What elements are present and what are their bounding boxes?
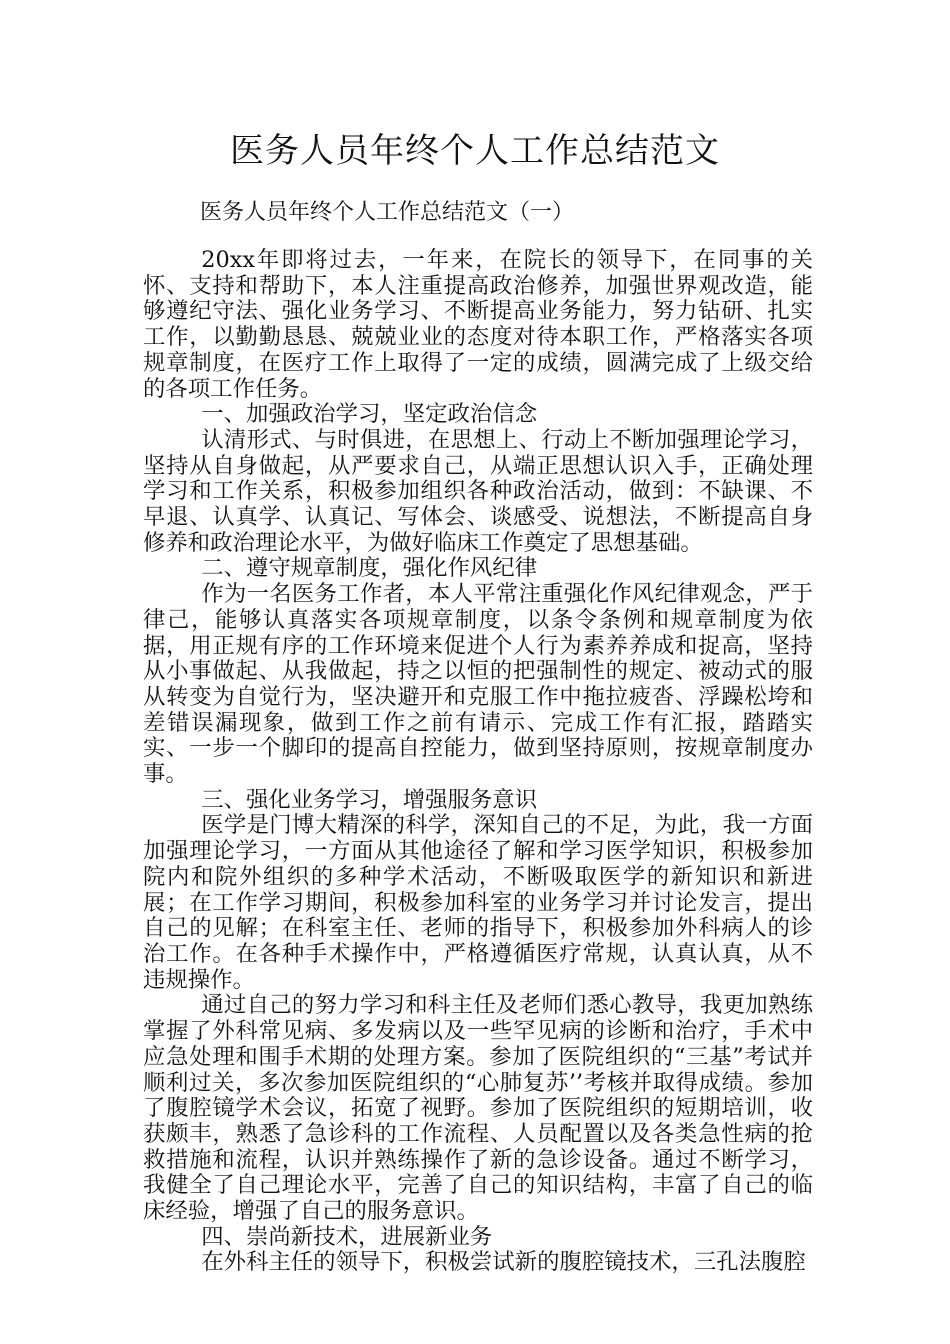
paragraph-section-3b: 通过自己的努力学习和科主任及老师们悉心教导，我更加熟练掌握了外科常见病、多发病以及一些罕见病的诊断和治疗，手术中应急处理和围手术期的处理方案。参加了医院组织的“三基”考试并顺利过关，多次参加医院组织的“心肺复苏’’考核并取得成绩。参加了腹腔镜学术会议，拓宽了视野。参加了医院组织的短期培训，收获颇丰，熟悉了急诊科的工作流程、人员配置以及各类急性病的抢救措施和流程，认识并熟练操作了新的急诊设备。通过不断学习，我健全了自己理论水平，完善了自己的知识结构，丰富了自己的临床经验，增强了自己的服务意识。	[143, 992, 813, 1225]
document-subtitle: 医务人员年终个人工作总结范文（一）	[200, 200, 575, 225]
section-heading-3: 三、强化业务学习，增强服务意识	[201, 786, 538, 813]
paragraph-section-4: 在外科主任的领导下，积极尝试新的腹腔镜技术，三孔法腹腔	[201, 1249, 806, 1276]
paragraph-section-3a: 医学是门博大精深的科学，深知自己的不足，为此，我一方面加强理论学习，一方面从其他途径了解和学习医学知识，积极参加院内和院外组织的多种学术活动，不断吸取医学的新知识和新进展；在工作学习期间，积极参加科室的业务学习并讨论发言，提出自己的见解；在科室主任、老师的指导下，积极参加外科病人的诊治工作。在各种手术操作中，严格遵循医疗常规，认真认真，从不违规操作。	[143, 812, 813, 993]
section-heading-1: 一、加强政治学习，坚定政治信念	[201, 401, 538, 428]
document-title: 医务人员年终个人工作总结范文	[230, 131, 720, 171]
paragraph-intro: 20xx年即将过去，一年来，在院长的领导下，在同事的关怀、支持和帮助下，本人注重提高政治修养，加强世界观改造，能够遵纪守法、强化业务学习、不断提高业务能力，努力钻研、扎实工作，以勤勤恳恳、兢兢业业的态度对待本职工作，严格落实各项规章制度，在医疗工作上取得了一定的成绩，圆满完成了上级交给的各项工作任务。	[143, 247, 813, 402]
section-heading-4: 四、崇尚新技术，进展新业务	[201, 1223, 493, 1250]
section-heading-2: 二、遵守规章制度，强化作风纪律	[201, 555, 538, 582]
paragraph-section-1: 认清形式、与时俱进，在思想上、行动上不断加强理论学习，坚持从自身做起，从严要求自己，从端正思想认识入手，正确处理学习和工作关系，积极参加组织各种政治活动，做到：不缺课、不早退、认真学、认真记、写体会、谈感受、说想法，不断提高自身修养和政治理论水平，为做好临床工作奠定了思想基础。	[143, 426, 813, 556]
paragraph-section-2: 作为一名医务工作者，本人平常注重强化作风纪律观念，严于律己，能够认真落实各项规章制度，以条令条例和规章制度为依据，用正规有序的工作环境来促进个人行为素养养成和捉高，坚持从小事做起、从我做起，持之以恒的把强制性的规定、被动式的服从转变为自觉行为，坚决避开和克服工作中拖拉疲沓、浮躁松垮和差错误漏现象，做到工作之前有请示、完成工作有汇报，踏踏实实、一步一个脚印的提高自控能力，做到坚持原则，按规章制度办事。	[143, 581, 813, 788]
document-body	[143, 248, 813, 1276]
